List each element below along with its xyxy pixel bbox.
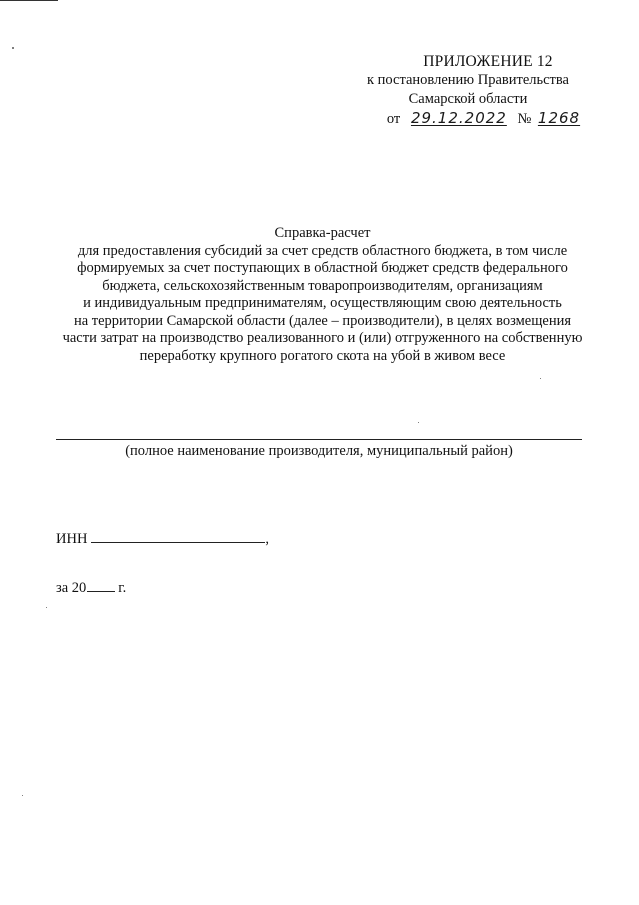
inn-suffix: ,: [265, 531, 270, 547]
document-heading: [40, 225, 605, 365]
inn-row: [56, 528, 269, 548]
appendix-title: ПРИЛОЖЕНИЕ 12: [423, 53, 553, 70]
heading-line: и индивидуальным предпринимателям, осуществляющим свою деятельность: [83, 295, 562, 311]
scan-edge-mark: [0, 0, 58, 1]
producer-name-caption: (полное наименование производителя, муниципальный район): [125, 443, 513, 459]
year-prefix: за 20: [56, 580, 87, 596]
appendix-region-line: Самарской области: [408, 91, 528, 107]
inn-field[interactable]: [91, 528, 265, 543]
scan-speck: [540, 378, 541, 379]
handwritten-number: 1268: [537, 109, 581, 127]
year-row: [56, 577, 126, 597]
scan-speck: [22, 795, 23, 796]
date-prefix: от: [386, 111, 401, 127]
inn-label: ИНН: [56, 531, 88, 547]
heading-line: для предоставления субсидий за счет средств областного бюджета, в том числе: [77, 242, 568, 259]
handwritten-date: 29.12.2022: [410, 109, 507, 127]
appendix-block: [323, 52, 583, 129]
year-suffix: г.: [118, 580, 127, 596]
scan-speck: [418, 422, 419, 423]
year-field[interactable]: [87, 577, 115, 592]
document-title: Справка-расчет: [274, 225, 371, 241]
scan-speck: [12, 47, 14, 49]
appendix-date-line: [323, 109, 583, 129]
heading-line: части затрат на производство реализованного и (или) отгруженного на собственную: [62, 330, 583, 346]
heading-line: на территории Самарской области (далее – производители), в целях возмещения: [73, 312, 572, 329]
producer-name-field[interactable]: [56, 439, 582, 440]
number-prefix: №: [517, 111, 532, 127]
heading-line: переработку крупного рогатого скота на убой в живом весе: [139, 347, 506, 364]
appendix-resolution-line: к постановлению Правительства: [367, 72, 569, 88]
scan-speck: [46, 607, 47, 608]
heading-line: бюджета, сельскохозяйственным товаропроизводителям, организациям: [102, 277, 543, 294]
heading-line: формируемых за счет поступающих в областной бюджет средств федерального: [77, 260, 568, 276]
